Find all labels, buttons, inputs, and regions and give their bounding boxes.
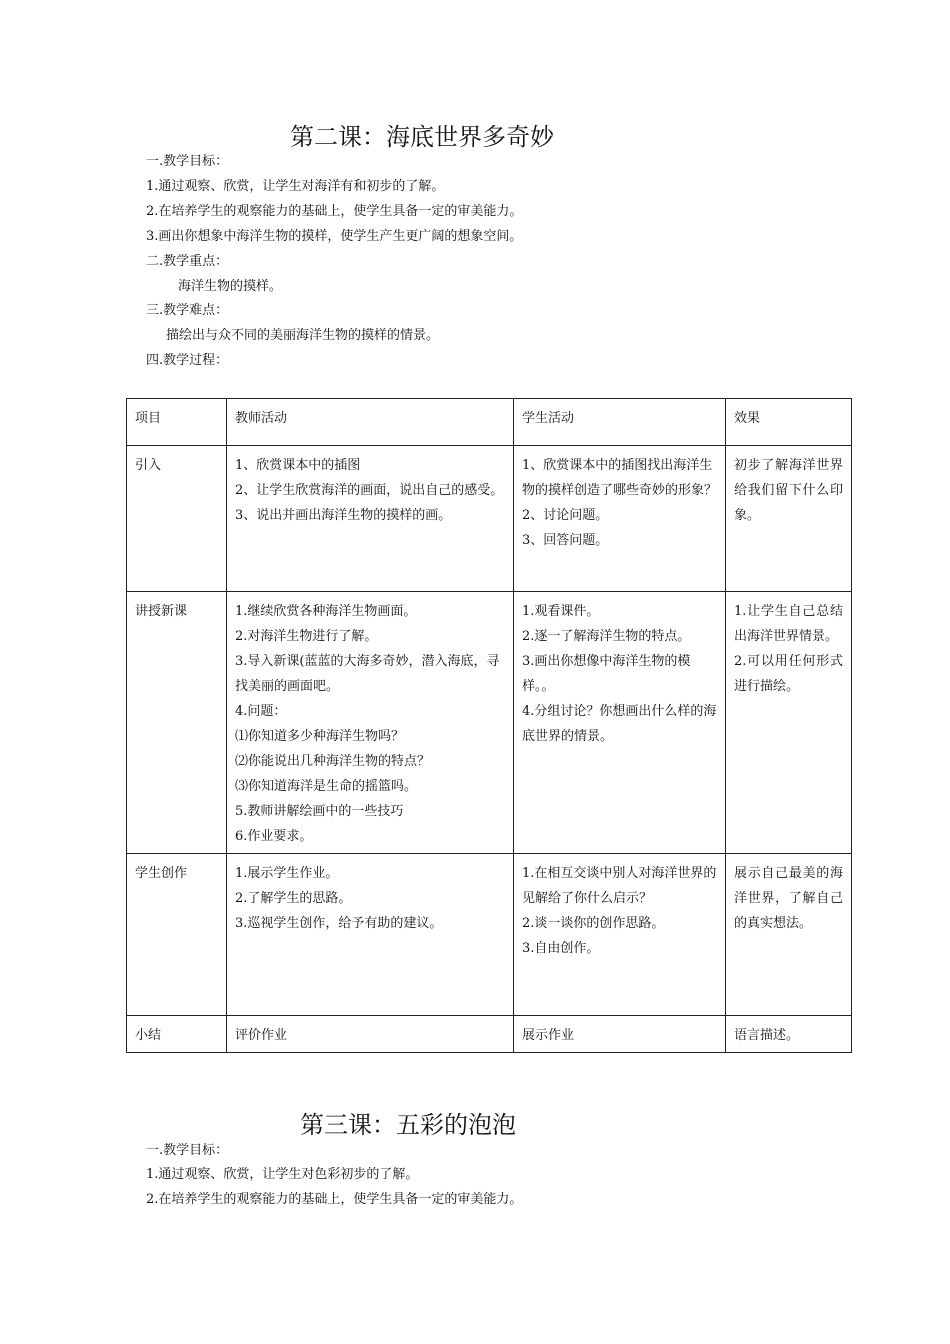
- lesson2-goals-heading: 一.教学目标：: [146, 154, 229, 169]
- list-item: 3.导入新课(蓝蓝的大海多奇妙，潜入海底，寻找美丽的画面吧。: [235, 654, 500, 694]
- teacher-activity-cell: [227, 1016, 514, 1053]
- list-item: 3.自由创作。: [522, 941, 600, 956]
- list-item: 1、欣赏课本中的插图找出海洋生物的摸样创造了哪些奇妙的形象？: [522, 458, 718, 498]
- list-item: 3.巡视学生创作，给予有助的建议。: [235, 916, 443, 931]
- list-item: 1.让学生自己总结出海洋世界情景。: [734, 604, 843, 644]
- teacher-activity-cell: [227, 446, 514, 592]
- row-item: 学生创作: [127, 854, 227, 1016]
- list-item: ⑶你知道海洋是生命的摇篮吗。: [235, 779, 418, 794]
- list-item: 1.展示学生作业。: [235, 866, 339, 881]
- table-row: [127, 854, 852, 1016]
- teacher-activity-cell: [227, 592, 514, 854]
- lesson2-process-heading: 四.教学过程：: [146, 353, 229, 368]
- list-item: 1.观看课件。: [522, 604, 600, 619]
- lesson2-goal-2: 2.在培养学生的观察能力的基础上，使学生具备一定的审美能力。: [146, 204, 523, 219]
- list-item: 6.作业要求。: [235, 829, 313, 844]
- list-item: 2.了解学生的思路。: [235, 891, 352, 906]
- lesson2-difficulty-heading: 三.教学难点：: [146, 303, 229, 318]
- lesson2-key-heading: 二.教学重点：: [146, 254, 229, 269]
- list-item: 1.在相互交谈中别人对海洋世界的见解给了你什么启示？: [522, 866, 717, 906]
- effect-cell: [726, 854, 852, 1016]
- header-teacher: 教师活动: [227, 399, 514, 446]
- lesson3-goal-2: 2.在培养学生的观察能力的基础上，使学生具备一定的审美能力。: [146, 1192, 523, 1207]
- list-item: 2、讨论问题。: [522, 508, 609, 523]
- list-item: 1.继续欣赏各种海洋生物画面。: [235, 604, 417, 619]
- table-row: [127, 446, 852, 592]
- list-item: 2.逐一了解海洋生物的特点。: [522, 629, 691, 644]
- lesson3-title: 第三课：五彩的泡泡: [300, 1111, 516, 1139]
- lesson2-goal-3: 3.画出你想象中海洋生物的摸样，使学生产生更广阔的想象空间。: [146, 229, 523, 244]
- list-item: 3.画出你想像中海洋生物的模样。。: [522, 654, 691, 694]
- header-student: 学生活动: [514, 399, 726, 446]
- list-item: 2、让学生欣赏海洋的画面，说出自己的感受。: [235, 483, 504, 498]
- lesson2-goal-1: 1.通过观察、欣赏，让学生对海洋有和初步的了解。: [146, 179, 445, 194]
- student-activity-cell: [514, 854, 726, 1016]
- effect-cell: [726, 446, 852, 592]
- table-row: [127, 592, 852, 854]
- list-item: 语言描述。: [734, 1028, 800, 1043]
- list-item: 5.教师讲解绘画中的一些技巧: [235, 804, 404, 819]
- list-item: 2.可以用任何形式进行描绘。: [734, 654, 843, 694]
- list-item: ⑵你能说出几种海洋生物的特点？: [235, 754, 431, 769]
- header-item: 项目: [127, 399, 227, 446]
- list-item: 2.对海洋生物进行了解。: [235, 629, 378, 644]
- lesson-process-table: [126, 398, 852, 1053]
- header-effect: 效果: [726, 399, 852, 446]
- effect-cell: [726, 1016, 852, 1053]
- lesson2-key-text: 海洋生物的摸样。: [178, 279, 283, 294]
- lesson2-title: 第二课：海底世界多奇妙: [290, 123, 554, 151]
- lesson2-difficulty-text: 描绘出与众不同的美丽海洋生物的摸样的情景。: [166, 328, 440, 343]
- effect-cell: [726, 592, 852, 854]
- list-item: 1、欣赏课本中的插图: [235, 458, 361, 473]
- student-activity-cell: [514, 592, 726, 854]
- row-item: 引入: [127, 446, 227, 592]
- lesson3-goal-1: 1.通过观察、欣赏，让学生对色彩初步的了解。: [146, 1167, 419, 1182]
- list-item: 展示作业: [522, 1028, 575, 1043]
- list-item: ⑴你知道多少种海洋生物吗？: [235, 729, 405, 744]
- list-item: 3、说出并画出海洋生物的摸样的画。: [235, 508, 452, 523]
- teacher-activity-cell: [227, 854, 514, 1016]
- list-item: 初步了解海洋世界给我们留下什么印象。: [734, 458, 843, 523]
- lesson3-goals-heading: 一.教学目标：: [146, 1143, 229, 1158]
- student-activity-cell: [514, 446, 726, 592]
- list-item: 3、回答问题。: [522, 533, 609, 548]
- list-item: 4.分组讨论？你想画出什么样的海底世界的情景。: [522, 704, 717, 744]
- student-activity-cell: [514, 1016, 726, 1053]
- table-header-row: [127, 399, 852, 446]
- list-item: 展示自己最美的海洋世界，了解自己的真实想法。: [734, 866, 843, 931]
- row-item: 讲授新课: [127, 592, 227, 854]
- row-item: 小结: [127, 1016, 227, 1053]
- table-row: [127, 1016, 852, 1053]
- list-item: 2.谈一谈你的创作思路。: [522, 916, 665, 931]
- list-item: 评价作业: [235, 1028, 288, 1043]
- list-item: 4.问题：: [235, 704, 287, 719]
